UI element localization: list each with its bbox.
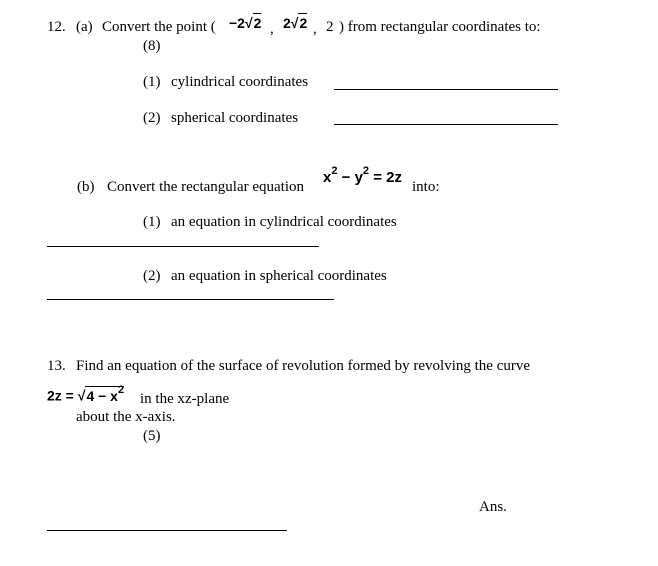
q12a-item-1-num: (1)	[143, 74, 161, 90]
q12a-prefix: Convert the point (	[102, 19, 216, 35]
q12b-answer-line-2[interactable]	[47, 299, 334, 300]
q12a-answer-line-1[interactable]	[334, 89, 558, 90]
q12a-item-2-num: (2)	[143, 110, 161, 126]
q13-ans-label: Ans.	[479, 499, 507, 515]
q12a-coord-z: 2	[326, 19, 334, 35]
q12b-equation: $x^2 - y^2 = 2z$	[323, 165, 402, 186]
q13-points: (5)	[143, 428, 161, 444]
q12b-item-1-num: (1)	[143, 214, 161, 230]
q12a-coord-x: −2√2	[229, 15, 262, 31]
q13-plane-text: in the xz-plane	[140, 391, 230, 407]
q12b-item-2-num: (2)	[143, 268, 161, 284]
q12a-comma-1: ,	[270, 21, 274, 37]
q13-number: 13.	[47, 358, 66, 374]
q12b-prefix: Convert the rectangular equation	[107, 179, 305, 195]
q12a-coord-y: 2√2	[283, 15, 308, 31]
q12a-suffix: ) from rectangular coordinates to:	[339, 19, 541, 35]
q12a-comma-2: ,	[313, 21, 317, 37]
q13-answer-line[interactable]	[47, 530, 287, 531]
q12a-item-2-text: spherical coordinates	[171, 110, 299, 126]
q12-number: 12.	[47, 19, 66, 35]
q12b-suffix: into:	[412, 179, 440, 195]
q13-text: Find an equation of the surface of revolution formed by revolving the curve	[76, 358, 531, 374]
q13-axis-text: about the x-axis.	[76, 409, 176, 425]
q12b-item-2-text: an equation in spherical coordinates	[171, 268, 387, 284]
q12b-answer-line-1[interactable]	[47, 246, 319, 247]
q12a-label: (a)	[76, 19, 93, 35]
q12b-label: (b)	[77, 179, 95, 195]
q13-equation: $2z = √4 - x^2$	[47, 384, 125, 404]
q12b-item-1-text: an equation in cylindrical coordinates	[171, 214, 397, 230]
q12a-points: (8)	[143, 38, 161, 54]
q12a-item-1-text: cylindrical coordinates	[171, 74, 309, 90]
q12a-answer-line-2[interactable]	[334, 124, 558, 125]
